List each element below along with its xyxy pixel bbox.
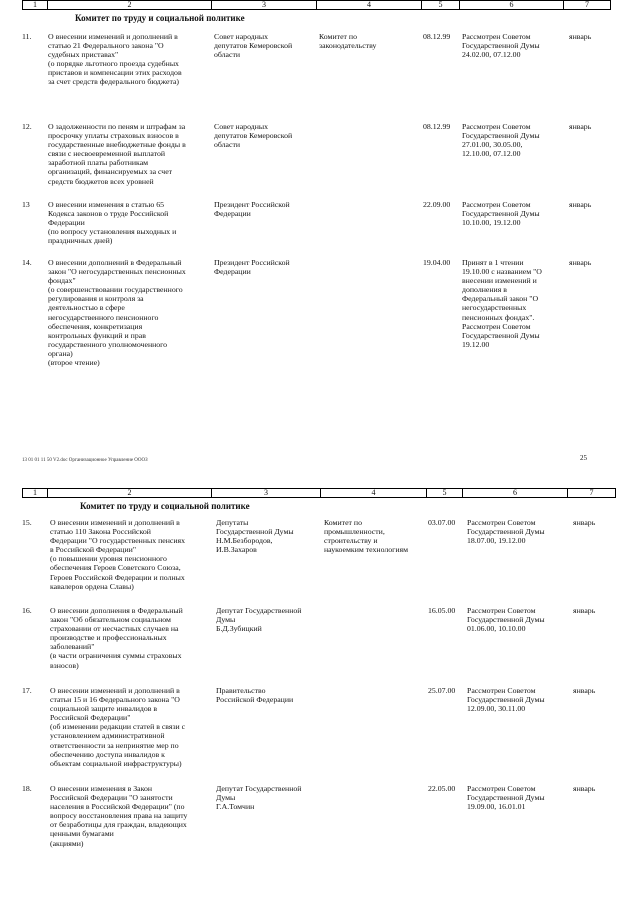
submission-date: 08.12.99 — [423, 122, 451, 131]
header-col-4: 4 — [320, 488, 427, 498]
review-status: Рассмотрен Советом Государственной Думы 12.09.00, 30.11.00 — [467, 686, 545, 714]
row-number: 17. — [22, 686, 32, 695]
responsible-committee: Комитет по законодательству — [319, 32, 377, 51]
bill-author: Президент Российской Федерации — [214, 258, 290, 277]
review-status: Рассмотрен Советом Государственной Думы 19.09.00, 16.01.01 — [467, 784, 545, 812]
header-col-3: 3 — [211, 488, 321, 498]
bill-title: О внесении изменения в статью 65 Кодекса законов о труде Российской Федерации (по вопросу установления выходных и праздничных дней) — [48, 200, 177, 246]
submission-date: 19.04.00 — [423, 258, 451, 267]
bill-author: Совет народных депутатов Кемеровской области — [214, 122, 293, 150]
planned-month: январь — [569, 200, 592, 209]
header-col-5: 5 — [426, 488, 463, 498]
header-col-1: 1 — [22, 488, 48, 498]
header-col-7: 7 — [567, 488, 616, 498]
planned-month: январь — [569, 32, 592, 41]
bill-author: Депутаты Государственной Думы Н.М.Безбородов, И.В.Захаров — [216, 518, 294, 555]
bill-title: О задолженности по пеням и штрафам за просрочку уплаты страховых взносов в государственные внебюджетные фонды в связи с несвоевременной выплатой заработной платы работникам организаций, финансируемых за счет средств бюджетов всех уровней — [48, 122, 186, 186]
review-status: Рассмотрен Советом Государственной Думы 27.01.00, 30.05.00, 12.10.00, 07.12.00 — [462, 122, 540, 159]
bill-title: О внесении дополнения в Федеральный закон "Об обязательном социальном страховании от несчастных случаев на производстве и профессиональных заболеваний" (в части ограничения суммы страховых взносов) — [50, 606, 183, 670]
committee-heading: Комитет по труду и социальной политике — [80, 501, 250, 511]
row-number: 13 — [22, 200, 30, 209]
bill-title: О внесении изменений и дополнений в статьи 15 и 16 Федерального закона "О социальной защите инвалидов в Российской Федерации" (об изменении редакции статей в связи с установлением административной ответственности за непринятие мер по обеспечению доступа инвалидов к объектам социальной инфраструктуры) — [50, 686, 186, 768]
row-number: 15. — [22, 518, 32, 527]
planned-month: январь — [569, 258, 592, 267]
bill-title: О внесении дополнений в Федеральный закон "О негосударственных пенсионных фондах" (о совершенствовании государственного регулирования и контроля за деятельностью в сфере негосударственного пенсионного обеспечения, конкретизация контрольных функций и прав государственного уполномоченного органа) (второе чтение) — [48, 258, 186, 368]
responsible-committee: Комитет по промышленности, строительству и наукоемким технологиям — [324, 518, 409, 555]
submission-date: 03.07.00 — [428, 518, 456, 527]
document-footer: 13 01 01 11 50 V2.doc Организационное Управление ОООЗ — [22, 458, 148, 463]
bill-author: Президент Российской Федерации — [214, 200, 290, 219]
header-col-5: 5 — [421, 0, 460, 10]
planned-month: январь — [573, 686, 596, 695]
planned-month: январь — [573, 606, 596, 615]
review-status: Рассмотрен Советом Государственной Думы 18.07.00, 19.12.00 — [467, 518, 545, 546]
bill-title: О внесении изменений и дополнений в статью 21 Федерального закона "О судебных приставах" (о порядке льготного проезда судебных приставов и компенсации этих расходов за счет средств федерального бюджета) — [48, 32, 182, 87]
page-number: 25 — [580, 454, 587, 462]
submission-date: 16.05.00 — [428, 606, 456, 615]
row-number: 16. — [22, 606, 32, 615]
bill-title: О внесении изменения в Закон Российской Федерации "О занятости населения в Российской Федерации" (по вопросу восстановления права на защиту от безработицы для граждан, владеющих ценными бумагами (акциями) — [50, 784, 188, 848]
header-col-6: 6 — [462, 488, 568, 498]
header-col-7: 7 — [563, 0, 611, 10]
submission-date: 08.12.99 — [423, 32, 451, 41]
header-col-6: 6 — [459, 0, 564, 10]
submission-date: 22.09.00 — [423, 200, 451, 209]
submission-date: 25.07.00 — [428, 686, 456, 695]
header-col-4: 4 — [316, 0, 422, 10]
review-status: Рассмотрен Советом Государственной Думы 10.10.00, 19.12.00 — [462, 200, 540, 228]
planned-month: январь — [573, 518, 596, 527]
committee-heading: Комитет по труду и социальной политике — [75, 13, 245, 23]
bill-author: Совет народных депутатов Кемеровской области — [214, 32, 293, 60]
bill-author: Депутат Государственной Думы Б.Д.Зубицкий — [216, 606, 302, 634]
review-status: Рассмотрен Советом Государственной Думы 01.06.00, 10.10.00 — [467, 606, 545, 634]
bill-title: О внесении изменений и дополнений в статью 110 Закона Российской Федерации "О государственных пенсиях в Российской Федерации" (о повышении уровня пенсионного обеспечения Героев Советского Союза, Героев Российской Федерации и полных кавалеров ордена Славы) — [50, 518, 186, 591]
submission-date: 22.05.00 — [428, 784, 456, 793]
header-col-2: 2 — [47, 0, 212, 10]
row-number: 14. — [22, 258, 32, 267]
review-status: Принят в 1 чтении 19.10.00 с названием "О внесении изменений и дополнения в Федеральный закон "О негосударственных пенсионных фондах". Рассмотрен Советом Государственной Думы 19.12.00 — [462, 258, 542, 349]
header-col-1: 1 — [22, 0, 48, 10]
review-status: Рассмотрен Советом Государственной Думы 24.02.00, 07.12.00 — [462, 32, 540, 60]
row-number: 11. — [22, 32, 32, 41]
planned-month: январь — [569, 122, 592, 131]
bill-author: Депутат Государственной Думы Г.А.Томчин — [216, 784, 302, 812]
header-col-2: 2 — [47, 488, 212, 498]
row-number: 18. — [22, 784, 32, 793]
bill-author: Правительство Российской Федерации — [216, 686, 294, 705]
row-number: 12. — [22, 122, 32, 131]
header-col-3: 3 — [211, 0, 317, 10]
planned-month: январь — [573, 784, 596, 793]
